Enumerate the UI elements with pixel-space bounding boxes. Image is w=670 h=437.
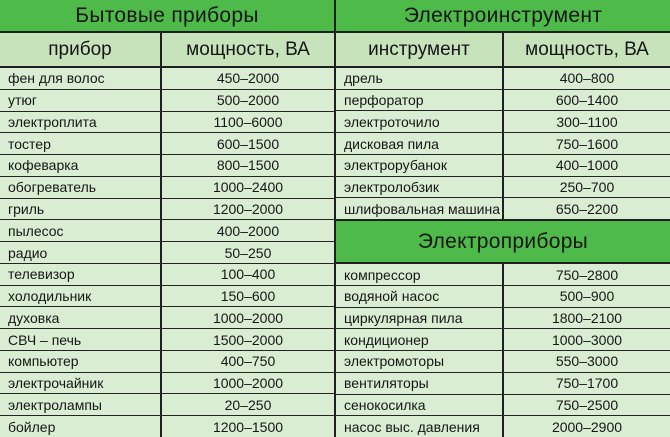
- power-value-cell: 400–800: [559, 70, 615, 87]
- appliance-name-cell: радио: [0, 242, 162, 263]
- power-value-cell: 500–900: [559, 288, 615, 305]
- appliance-name-cell: циркулярная пила: [336, 308, 504, 329]
- power-value-cell: 600–1500: [216, 135, 280, 152]
- appliance-name-cell: насос выс. давления: [336, 416, 504, 437]
- household-col-header-power: мощность, ВА: [186, 38, 310, 60]
- appliance-name-cell: телевизор: [0, 264, 162, 285]
- table-row: [336, 68, 670, 90]
- appliance-name-cell: холодильник: [0, 286, 162, 307]
- power-value-cell: 750–2800: [555, 266, 619, 283]
- table-row: [0, 90, 334, 112]
- power-value-cell: 1000–3000: [551, 331, 623, 348]
- table-row: [0, 68, 334, 90]
- power-value-cell: 600–1400: [555, 92, 619, 109]
- table-row: [0, 177, 334, 199]
- power-value-cell: 1200–2000: [212, 200, 284, 217]
- table-row: [336, 177, 670, 199]
- power-value-cell: 750–1700: [555, 375, 619, 392]
- power-value-cell: 1500–2000: [212, 331, 284, 348]
- table-row: [336, 198, 670, 220]
- appliance-name-cell: фен для волос: [0, 68, 162, 89]
- table-row: [336, 286, 670, 308]
- power-value-cell: 550–3000: [555, 353, 619, 370]
- table-row: [0, 133, 334, 155]
- appliance-name-cell: электрочайник: [0, 373, 162, 394]
- table-row: [336, 329, 670, 351]
- household-table-rows: [0, 68, 334, 437]
- appliance-name-cell: СВЧ – печь: [0, 329, 162, 350]
- power-value-cell: 2000–2900: [551, 418, 623, 435]
- appliance-name-cell: тостер: [0, 133, 162, 154]
- appliance-name-cell: утюг: [0, 90, 162, 111]
- power-value-cell: 750–1600: [555, 135, 619, 152]
- table-row: [336, 90, 670, 112]
- power-value-cell: 50–250: [224, 244, 272, 261]
- appliance-name-cell: обогреватель: [0, 177, 162, 198]
- power-value-cell: 400–1000: [555, 157, 619, 174]
- power-value-cell: 1000–2000: [212, 375, 284, 392]
- electric-devices-subheader: Электроприборы: [336, 220, 670, 264]
- power-tools-table: [336, 0, 670, 437]
- power-value-cell: 250–700: [559, 179, 615, 196]
- appliance-name-cell: электрорубанок: [336, 155, 504, 176]
- table-row: [336, 264, 670, 286]
- table-row: [0, 373, 334, 395]
- power-value-cell: 400–750: [220, 353, 276, 370]
- table-row: [0, 155, 334, 177]
- power-value-cell: 800–1500: [216, 157, 280, 174]
- appliance-name-cell: пылесос: [0, 220, 162, 241]
- appliance-name-cell: водяной насос: [336, 286, 504, 307]
- appliance-name-cell: компрессор: [336, 264, 504, 285]
- power-value-cell: 150–600: [220, 288, 276, 305]
- appliance-name-cell: кофеварка: [0, 155, 162, 176]
- appliance-name-cell: гриль: [0, 199, 162, 220]
- household-col-header-appliance: прибор: [0, 33, 162, 66]
- appliance-name-cell: дисковая пила: [336, 133, 504, 154]
- power-value-cell: 100–400: [220, 266, 276, 283]
- power-value-cell: 1800–2100: [551, 309, 623, 326]
- appliance-name-cell: кондиционер: [336, 329, 504, 350]
- table-row: [336, 308, 670, 330]
- table-row: [0, 329, 334, 351]
- table-row: [336, 155, 670, 177]
- appliance-name-cell: электролобзик: [336, 177, 504, 198]
- power-tools-title: Электроинструмент: [336, 0, 670, 33]
- table-row: [0, 199, 334, 221]
- power-tools-table-rows: [336, 68, 670, 437]
- table-row: [336, 351, 670, 373]
- table-row: [336, 133, 670, 155]
- appliance-name-cell: электромоторы: [336, 351, 504, 372]
- table-row: [0, 394, 334, 416]
- power-value-cell: 650–2200: [555, 200, 619, 217]
- table-row: [336, 111, 670, 133]
- appliance-name-cell: электроплита: [0, 112, 162, 133]
- power-value-cell: 1000–2000: [212, 309, 284, 326]
- power-value-cell: 1100–6000: [213, 113, 283, 130]
- appliance-name-cell: перфоратор: [336, 90, 504, 111]
- table-row: [0, 112, 334, 134]
- power-value-cell: 500–2000: [216, 92, 280, 109]
- table-row: [0, 351, 334, 373]
- power-value-cell: 450–2000: [216, 70, 280, 87]
- power-tools-col-header-power: мощность, ВА: [525, 38, 649, 60]
- power-value-cell: 1200–1500: [212, 418, 284, 435]
- table-row: [0, 416, 334, 437]
- power-value-cell: 750–2500: [555, 396, 619, 413]
- appliance-name-cell: бойлер: [0, 416, 162, 437]
- appliance-name-cell: шлифовальная машина: [336, 198, 504, 219]
- appliance-name-cell: сенокосилка: [336, 395, 504, 416]
- table-row: [0, 264, 334, 286]
- table-row: [0, 307, 334, 329]
- table-row: [0, 242, 334, 264]
- appliance-name-cell: духовка: [0, 307, 162, 328]
- power-tools-col-header-tool: инструмент: [336, 33, 504, 66]
- appliance-name-cell: вентиляторы: [336, 373, 504, 394]
- power-value-cell: 20–250: [224, 396, 272, 413]
- table-row: [0, 220, 334, 242]
- power-value-cell: 1000–2400: [212, 179, 284, 196]
- power-value-cell: 300–1100: [556, 113, 618, 130]
- household-appliances-title: Бытовые приборы: [0, 0, 334, 33]
- table-row: [336, 395, 670, 417]
- appliance-name-cell: электроточило: [336, 111, 504, 132]
- table-row: [336, 373, 670, 395]
- household-column-headers: [0, 33, 334, 68]
- power-value-cell: 400–2000: [216, 222, 280, 239]
- appliance-name-cell: дрель: [336, 68, 504, 89]
- power-tools-column-headers: [336, 33, 670, 68]
- appliance-name-cell: компьютер: [0, 351, 162, 372]
- table-row: [336, 416, 670, 437]
- appliance-name-cell: электролампы: [0, 394, 162, 415]
- table-row: [0, 286, 334, 308]
